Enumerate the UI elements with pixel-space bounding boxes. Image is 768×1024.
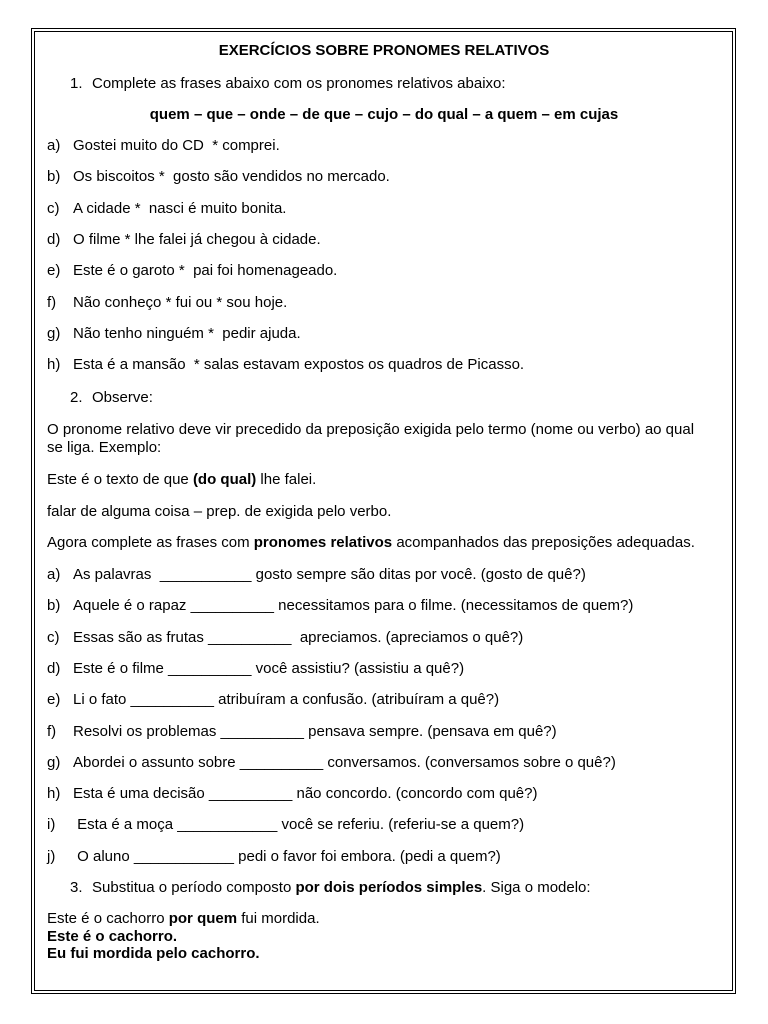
q1-heading xyxy=(70,75,506,93)
page-title: EXERCÍCIOS SOBRE PRONOMES RELATIVOS xyxy=(218,42,550,59)
exercise-label: d) xyxy=(47,659,61,677)
exercise-line xyxy=(47,356,524,374)
exercise-line xyxy=(47,691,499,709)
exercise-text: O filme * lhe falei já chegou à cidade. xyxy=(73,230,321,248)
exercise-line xyxy=(47,168,390,186)
exercise-line xyxy=(47,629,523,647)
exercise-label: j) xyxy=(47,847,56,865)
q2-instruction-bold: pronomes relativos xyxy=(253,534,393,551)
exercise-line xyxy=(47,723,557,741)
exercise-label: b) xyxy=(47,597,61,615)
exercise-line xyxy=(47,137,280,155)
exercise-label: f) xyxy=(47,293,57,311)
exercise-line xyxy=(47,262,337,280)
q3-number: 3. xyxy=(70,879,83,896)
q3-instruction-pre: Substitua o período composto xyxy=(92,879,296,896)
exercise-line xyxy=(47,200,286,218)
exercise-text: Este é o filme __________ você assistiu? (assistiu a quê?) xyxy=(73,659,465,677)
q3-model xyxy=(47,910,320,928)
q2-instruction-pre: Agora complete as frases com xyxy=(47,534,254,551)
q3-instruction-post: . Siga o modelo: xyxy=(482,879,591,896)
q2-instruction xyxy=(47,534,695,552)
exercise-line xyxy=(47,231,321,249)
exercise-text: Aquele é o rapaz __________ necessitamos para o filme. (necessitamos de quem?) xyxy=(73,597,634,615)
q1-word-bank: quem – que – onde – de que – cujo – do qual – a quem – em cujas xyxy=(149,106,619,123)
exercise-text: Os biscoitos * gosto são vendidos no mercado. xyxy=(73,168,390,186)
exercise-text: As palavras ___________ gosto sempre são ditas por você. (gosto de quê?) xyxy=(73,566,586,583)
exercise-label: c) xyxy=(47,628,60,646)
q3-instruction-bold: por dois períodos simples xyxy=(295,879,483,896)
q2-example-pre: Este é o texto de que xyxy=(47,471,193,488)
exercise-label: f) xyxy=(47,722,57,740)
exercise-text: A cidade * nasci é muito bonita. xyxy=(73,199,287,217)
exercise-label: b) xyxy=(47,168,61,186)
q2-heading xyxy=(70,389,153,407)
exercise-text: Resolvi os problemas __________ pensava sempre. (pensava em quê?) xyxy=(73,722,557,740)
exercise-text: Li o fato __________ atribuíram a confusão. (atribuíram a quê?) xyxy=(73,691,500,709)
q2-example xyxy=(47,471,316,489)
exercise-text: Não tenho ninguém * pedir ajuda. xyxy=(73,324,301,342)
q3-heading xyxy=(70,879,591,897)
exercise-label: e) xyxy=(47,262,61,280)
q2-explanation-line2: se liga. Exemplo: xyxy=(47,439,162,456)
exercise-text: Esta é a moça ____________ você se referiu. (referiu-se a quem?) xyxy=(73,816,525,834)
exercise-text: Gostei muito do CD * comprei. xyxy=(73,137,280,154)
q2-explanation-line1: O pronome relativo deve vir precedido da preposição exigida pelo termo (nome ou verbo) ao qual xyxy=(47,421,695,438)
exercise-line xyxy=(47,848,501,866)
exercise-label: c) xyxy=(47,199,60,217)
exercise-line xyxy=(47,754,616,772)
exercise-line xyxy=(47,816,524,834)
exercise-label: g) xyxy=(47,753,61,771)
q2-note: falar de alguma coisa – prep. de exigida pelo verbo. xyxy=(47,503,392,520)
q2-example-bold: (do qual) xyxy=(192,471,257,488)
q3-model-post: fui mordida. xyxy=(237,910,320,927)
exercise-label: g) xyxy=(47,324,61,342)
q3-model-pre: Este é o cachorro xyxy=(47,910,169,927)
q2-example-post: lhe falei. xyxy=(256,471,317,488)
exercise-text: Esta é a mansão * salas estavam expostos os quadros de Picasso. xyxy=(73,356,525,374)
exercise-text: Essas são as frutas __________ apreciamos. (apreciamos o quê?) xyxy=(73,628,524,646)
exercise-label: e) xyxy=(47,691,61,709)
exercise-label: i) xyxy=(47,816,56,834)
exercise-label: h) xyxy=(47,785,61,803)
exercise-label: a) xyxy=(47,137,61,154)
q1-number: 1. xyxy=(70,75,83,92)
q3-answer1: Este é o cachorro. xyxy=(47,928,178,945)
q2-number: 2. xyxy=(70,389,83,406)
exercise-line xyxy=(47,597,633,615)
exercise-line xyxy=(47,566,586,584)
q1-instruction: Complete as frases abaixo com os pronomes relativos abaixo: xyxy=(92,75,506,92)
exercise-label: h) xyxy=(47,356,61,374)
exercise-text: Esta é uma decisão __________ não concordo. (concordo com quê?) xyxy=(73,785,538,803)
exercise-line xyxy=(47,294,287,312)
q2-heading-text: Observe: xyxy=(92,389,153,406)
exercise-label: d) xyxy=(47,230,61,248)
exercise-label: a) xyxy=(47,566,61,583)
q3-model-bold: por quem xyxy=(168,910,238,927)
exercise-text: Não conheço * fui ou * sou hoje. xyxy=(73,293,288,311)
exercise-text: O aluno ____________ pedi o favor foi embora. (pedi a quem?) xyxy=(73,847,501,865)
exercise-line xyxy=(47,785,537,803)
exercise-text: Este é o garoto * pai foi homenageado. xyxy=(73,262,338,280)
exercise-line xyxy=(47,325,301,343)
exercise-line xyxy=(47,660,464,678)
q2-instruction-post: acompanhados das preposições adequadas. xyxy=(392,534,695,551)
q3-answer2: Eu fui mordida pelo cachorro. xyxy=(47,945,260,962)
exercise-text: Abordei o assunto sobre __________ conversamos. (conversamos sobre o quê?) xyxy=(73,753,616,771)
